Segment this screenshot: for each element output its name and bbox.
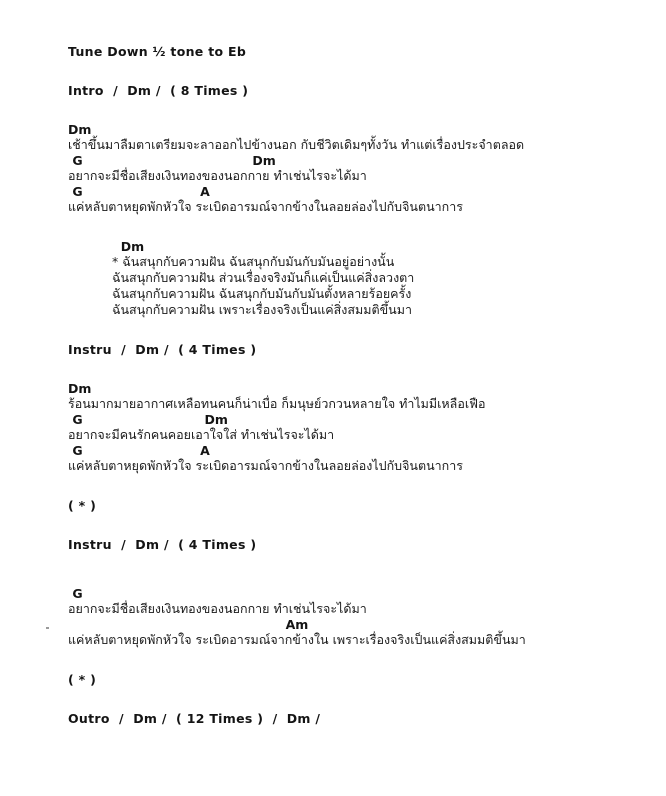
lyric-line: * ฉันสนุกกับความฝัน ฉันสนุกกับมันกับมันอยู่อย่างนั้น bbox=[112, 254, 395, 269]
verse-1 bbox=[68, 122, 628, 215]
tuning-note: Tune Down ½ tone to Eb bbox=[68, 44, 247, 59]
chord-line: Dm bbox=[68, 122, 92, 137]
chord-line: G A bbox=[68, 443, 210, 458]
section-outro: Outro / Dm / ( 12 Times ) / Dm / bbox=[68, 711, 321, 726]
lyric-line: ร้อนมากมายอากาศเหลือทนคนก็น่าเบื่อ ก็มนุษย์วกวนหลายใจ ทำไมมีเหลือเฟือ bbox=[68, 396, 486, 411]
chord-line: G A bbox=[68, 184, 210, 199]
chord-line: G Dm bbox=[68, 412, 228, 427]
chord-line: Dm bbox=[68, 381, 92, 396]
lyric-line: แค่หลับตาหยุดพักหัวใจ ระเบิดอารมณ์จากข้างในลอยล่องไปกับจินตนาการ bbox=[68, 199, 463, 214]
lyric-line: อยากจะมีชื่อเสียงเงินทองของนอกกาย ทำเช่นไรจะได้มา bbox=[68, 601, 367, 616]
lyric-line: อยากจะมีคนรักคนคอยเอาใจใส่ ทำเช่นไรจะได้มา bbox=[68, 427, 335, 442]
section-intro: Intro / Dm / ( 8 Times ) bbox=[68, 83, 249, 98]
lyric-line: ฉันสนุกกับความฝัน เพราะเรื่องจริงเป็นแค่สิ่งสมมติขึ้นมา bbox=[112, 302, 412, 317]
lyric-line: เช้าขึ้นมาลืมตาเตรียมจะลาออกไปข้างนอก กับชีวิตเดิมๆทั้งวัน ทำแต่เรื่องประจำตลอด bbox=[68, 137, 525, 152]
scan-artifact-dot bbox=[46, 627, 49, 629]
chord-line: Dm bbox=[112, 239, 145, 254]
lyric-line: ฉันสนุกกับความฝัน ส่วนเรื่องจริงมันก็แค่เป็นแค่สิ่งลวงตา bbox=[112, 270, 415, 285]
chord-sheet-body bbox=[68, 44, 628, 726]
lyric-line: แค่หลับตาหยุดพักหัวใจ ระเบิดอารมณ์จากข้างใน เพราะเรื่องจริงเป็นแค่สิ่งสมมติขึ้นมา bbox=[68, 632, 526, 647]
section-instru-1: Instru / Dm / ( 4 Times ) bbox=[68, 342, 257, 357]
lyric-line: อยากจะมีชื่อเสียงเงินทองของนอกกาย ทำเช่นไรจะได้มา bbox=[68, 168, 367, 183]
chorus bbox=[68, 239, 628, 318]
section-instru-2: Instru / Dm / ( 4 Times ) bbox=[68, 537, 257, 552]
chorus-reference-1: ( * ) bbox=[68, 498, 97, 513]
chord-line: G bbox=[68, 586, 83, 601]
verse-2 bbox=[68, 381, 628, 474]
chord-line: G Dm bbox=[68, 153, 276, 168]
lyric-line: ฉันสนุกกับความฝัน ฉันสนุกกับมันกับมันตั้งหลายร้อยครั้ง bbox=[112, 286, 412, 301]
verse-3 bbox=[68, 586, 628, 648]
lyric-line: แค่หลับตาหยุดพักหัวใจ ระเบิดอารมณ์จากข้างในลอยล่องไปกับจินตนาการ bbox=[68, 458, 463, 473]
chord-line: Am bbox=[68, 617, 309, 632]
chorus-reference-2: ( * ) bbox=[68, 672, 97, 687]
